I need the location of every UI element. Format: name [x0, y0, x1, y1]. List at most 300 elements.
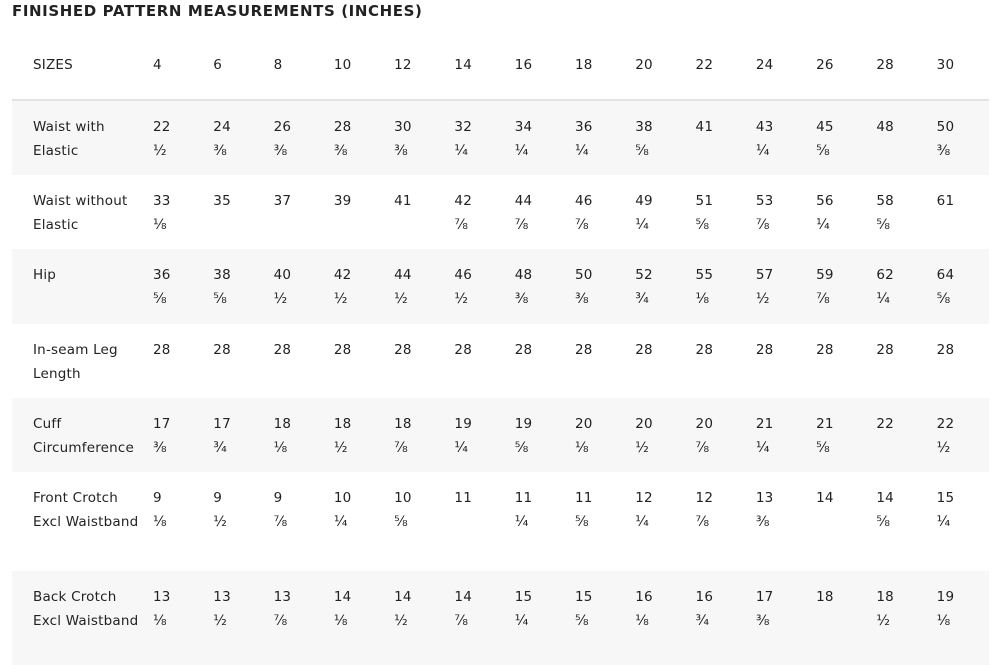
measurement-cell [688, 175, 748, 249]
measurement-fraction: ¼ [936, 514, 951, 530]
measurement-fraction: ⅞ [454, 217, 469, 233]
measurement-fraction: ½ [635, 440, 650, 456]
measurement-whole: 41 [394, 193, 412, 209]
measurement-cell [929, 571, 989, 665]
measurement-cell [868, 175, 928, 249]
measurement-whole: 10 [333, 490, 352, 506]
measurement-fraction: ⅝ [574, 514, 589, 530]
measurement-whole: 22 [153, 119, 171, 135]
size-header-24: 24 [748, 30, 808, 100]
size-header-20: 20 [627, 30, 687, 100]
measurement-fraction: ⅜ [936, 143, 951, 159]
measurement-cell [145, 472, 205, 571]
measurement-whole: 42 [333, 267, 352, 283]
measurement-cell [627, 571, 687, 665]
measurement-whole: 28 [635, 342, 653, 358]
measurement-cell [205, 398, 265, 472]
measurement-fraction: ¼ [514, 143, 529, 159]
measurement-whole: 38 [635, 119, 653, 135]
measurement-whole: 21 [755, 416, 774, 432]
measurement-cell [507, 472, 567, 571]
measurement-cell [748, 472, 808, 571]
measurement-cell [326, 324, 386, 398]
measurement-whole: 18 [333, 416, 352, 432]
measurement-whole: 18 [394, 416, 412, 432]
measurement-cell [266, 100, 326, 175]
measurement-cell [929, 398, 989, 472]
measurement-whole: 41 [695, 119, 714, 135]
measurement-cell [386, 571, 446, 665]
measurement-cell [808, 398, 868, 472]
measurement-fraction: ⅛ [273, 440, 288, 456]
measurement-whole: 19 [514, 416, 533, 432]
measurement-whole: 16 [635, 589, 653, 605]
measurement-cell [145, 175, 205, 249]
measurement-cell [567, 100, 627, 175]
size-header-22: 22 [688, 30, 748, 100]
measurement-fraction: ⅝ [213, 291, 228, 307]
measurement-fraction: ⅜ [755, 514, 770, 530]
measurement-whole: 57 [755, 267, 774, 283]
measurement-cell [808, 472, 868, 571]
size-header-14: 14 [446, 30, 506, 100]
measurement-whole: 48 [876, 119, 894, 135]
measurement-fraction: ¼ [755, 440, 770, 456]
table-row [12, 324, 989, 398]
measurement-cell [567, 249, 627, 324]
measurement-fraction: ¾ [635, 291, 650, 307]
measurement-whole: 12 [635, 490, 653, 506]
measurement-whole: 28 [394, 342, 412, 358]
measurement-whole: 49 [635, 193, 653, 209]
measurement-fraction: ½ [394, 291, 408, 307]
measurement-fraction: ⅛ [574, 440, 589, 456]
measurement-cell [868, 324, 928, 398]
measurement-cell [748, 249, 808, 324]
measurement-whole: 18 [876, 589, 894, 605]
measurement-whole: 37 [273, 193, 292, 209]
sizes-header-label: SIZES [12, 30, 145, 100]
measurement-fraction: ⅞ [816, 291, 830, 307]
measurement-whole: 11 [574, 490, 593, 506]
measurement-cell [205, 100, 265, 175]
measurement-cell [326, 100, 386, 175]
measurement-cell [205, 175, 265, 249]
measurement-whole: 56 [816, 193, 834, 209]
measurement-whole: 53 [755, 193, 774, 209]
measurement-fraction: ⅞ [273, 514, 288, 530]
measurement-whole: 14 [394, 589, 412, 605]
measurement-fraction: ¼ [635, 514, 650, 530]
measurement-whole: 28 [333, 342, 352, 358]
measurement-whole: 19 [936, 589, 955, 605]
measurement-cell [929, 175, 989, 249]
measurement-whole: 46 [454, 267, 472, 283]
measurement-whole: 44 [514, 193, 533, 209]
measurement-cell [929, 324, 989, 398]
measurement-cell [688, 100, 748, 175]
measurement-fraction: ½ [876, 613, 891, 629]
measurement-whole: 22 [936, 416, 955, 432]
measurement-cell [386, 175, 446, 249]
measurement-whole: 13 [153, 589, 171, 605]
measurement-cell [868, 571, 928, 665]
measurement-fraction: ¼ [333, 514, 348, 530]
measurement-whole: 11 [454, 490, 472, 506]
measurement-cell [929, 100, 989, 175]
measurement-fraction: ⅞ [695, 440, 710, 456]
measurement-cell [688, 249, 748, 324]
size-header-10: 10 [326, 30, 386, 100]
measurement-fraction: ¼ [574, 143, 589, 159]
measurement-whole: 42 [454, 193, 472, 209]
measurement-whole: 21 [816, 416, 834, 432]
measurement-whole: 9 [273, 490, 283, 506]
measurement-cell [145, 249, 205, 324]
measurement-cell [748, 398, 808, 472]
measurement-fraction: ⅛ [333, 613, 348, 629]
measurement-whole: 28 [574, 342, 593, 358]
measurement-fraction: ⅝ [574, 613, 589, 629]
measurement-fraction: ¼ [454, 440, 469, 456]
measurement-whole: 52 [635, 267, 653, 283]
measurement-fraction: ⅛ [635, 613, 650, 629]
measurement-whole: 17 [213, 416, 231, 432]
measurement-cell [868, 100, 928, 175]
measurement-whole: 24 [213, 119, 231, 135]
measurement-cell [446, 398, 506, 472]
measurement-fraction: ¼ [635, 217, 650, 233]
measurement-whole: 36 [153, 267, 171, 283]
measurement-whole: 34 [514, 119, 533, 135]
measurement-whole: 17 [153, 416, 171, 432]
measurement-cell [868, 472, 928, 571]
measurement-fraction: ¾ [213, 440, 228, 456]
size-header-26: 26 [808, 30, 868, 100]
measurement-whole: 17 [755, 589, 774, 605]
measurement-whole: 22 [876, 416, 894, 432]
measurement-cell [507, 175, 567, 249]
measurement-cell [446, 472, 506, 571]
measurement-cell [567, 571, 627, 665]
table-row [12, 472, 989, 571]
row-label: In-seam Leg Length [33, 342, 118, 382]
measurement-cell [868, 249, 928, 324]
row-label: Waist with Elastic [12, 100, 145, 175]
measurement-cell [446, 571, 506, 665]
measurement-fraction: ½ [755, 291, 770, 307]
measurement-cell [145, 100, 205, 175]
row-label: Hip [12, 249, 145, 324]
measurement-fraction: ¼ [514, 514, 529, 530]
measurement-cell [627, 249, 687, 324]
measurement-fraction: ⅝ [153, 291, 167, 307]
measurement-whole: 59 [816, 267, 834, 283]
measurement-whole: 28 [695, 342, 714, 358]
measurement-whole: 50 [936, 119, 955, 135]
measurement-cell [326, 472, 386, 571]
measurement-cell [386, 324, 446, 398]
measurement-whole: 14 [876, 490, 894, 506]
measurement-fraction: ⅞ [574, 217, 589, 233]
measurement-cell [748, 100, 808, 175]
measurement-whole: 20 [635, 416, 653, 432]
measurement-cell [748, 571, 808, 665]
measurement-whole: 45 [816, 119, 834, 135]
measurement-whole: 28 [454, 342, 472, 358]
measurement-cell [145, 398, 205, 472]
measurement-cell [386, 249, 446, 324]
measurement-cell [326, 398, 386, 472]
measurement-whole: 28 [213, 342, 231, 358]
measurement-fraction: ⅞ [755, 217, 770, 233]
measurement-whole: 13 [755, 490, 774, 506]
measurement-whole: 64 [936, 267, 955, 283]
measurement-fraction: ⅜ [394, 143, 408, 159]
measurement-whole: 16 [695, 589, 714, 605]
measurement-cell [929, 249, 989, 324]
measurement-whole: 62 [876, 267, 894, 283]
page-title: FINISHED PATTERN MEASUREMENTS (INCHES) [12, 2, 423, 20]
measurement-cell [567, 398, 627, 472]
measurement-cell [205, 571, 265, 665]
measurement-cell [567, 472, 627, 571]
measurement-whole: 28 [936, 342, 955, 358]
measurement-whole: 10 [394, 490, 412, 506]
measurement-cell [748, 324, 808, 398]
measurement-cell [688, 472, 748, 571]
measurements-body [12, 100, 989, 665]
measurements-table [12, 30, 989, 665]
measurement-fraction: ½ [213, 613, 228, 629]
measurement-cell [507, 100, 567, 175]
measurement-whole: 14 [454, 589, 472, 605]
table-row [12, 175, 989, 249]
measurement-cell [688, 398, 748, 472]
measurement-whole: 36 [574, 119, 593, 135]
size-header-4: 4 [145, 30, 205, 100]
measurement-whole: 55 [695, 267, 714, 283]
measurement-cell [266, 472, 326, 571]
table-row [12, 100, 989, 175]
measurement-cell [808, 100, 868, 175]
row-label: Cuff Circumference [12, 398, 145, 472]
measurement-fraction: ½ [213, 514, 228, 530]
measurement-whole: 28 [153, 342, 171, 358]
measurement-fraction: ½ [454, 291, 469, 307]
measurement-whole: 48 [514, 267, 533, 283]
measurement-whole: 11 [514, 490, 533, 506]
measurement-whole: 28 [333, 119, 352, 135]
measurement-cell [507, 324, 567, 398]
measurement-cell [748, 175, 808, 249]
measurement-cell [808, 571, 868, 665]
measurement-whole: 40 [273, 267, 292, 283]
measurement-whole: 15 [936, 490, 955, 506]
measurement-fraction: ½ [333, 440, 348, 456]
size-header-6: 6 [205, 30, 265, 100]
measurement-cell [507, 249, 567, 324]
measurement-fraction: ¼ [514, 613, 529, 629]
measurement-whole: 14 [816, 490, 834, 506]
measurement-whole: 28 [816, 342, 834, 358]
measurement-cell [688, 571, 748, 665]
table-row [12, 571, 989, 665]
measurement-whole: 15 [574, 589, 593, 605]
row-label: Front Crotch Excl Waistband [33, 490, 139, 530]
measurement-cell [446, 249, 506, 324]
measurement-cell [627, 100, 687, 175]
measurement-whole: 18 [273, 416, 292, 432]
measurement-fraction: ⅝ [816, 440, 830, 456]
measurement-whole: 28 [755, 342, 774, 358]
measurement-whole: 33 [153, 193, 171, 209]
measurement-cell [326, 175, 386, 249]
measurement-cell [326, 249, 386, 324]
measurement-fraction: ½ [936, 440, 951, 456]
measurement-fraction: ⅝ [514, 440, 529, 456]
row-label: Back Crotch Excl Waistband [12, 571, 145, 665]
measurement-fraction: ⅞ [454, 613, 469, 629]
row-label: Waist without Elastic [33, 193, 128, 233]
measurement-cell [627, 175, 687, 249]
measurement-whole: 20 [695, 416, 714, 432]
measurement-fraction: ⅛ [153, 514, 167, 530]
measurement-fraction: ⅞ [695, 514, 710, 530]
table-row [12, 249, 989, 324]
measurement-fraction: ⅜ [333, 143, 348, 159]
measurement-cell [627, 324, 687, 398]
measurement-fraction: ⅜ [213, 143, 228, 159]
measurement-cell [868, 398, 928, 472]
measurement-whole: 9 [213, 490, 223, 506]
measurement-whole: 13 [213, 589, 231, 605]
measurement-cell [386, 472, 446, 571]
measurement-cell [567, 175, 627, 249]
measurement-cell [808, 324, 868, 398]
measurement-cell [266, 324, 326, 398]
measurement-whole: 13 [273, 589, 292, 605]
measurement-fraction: ⅛ [153, 217, 167, 233]
measurement-fraction: ⅜ [153, 440, 167, 456]
measurement-fraction: ½ [394, 613, 408, 629]
measurement-fraction: ¼ [876, 291, 891, 307]
measurement-whole: 38 [213, 267, 231, 283]
measurement-cell [205, 472, 265, 571]
measurement-fraction: ⅝ [816, 143, 830, 159]
size-header-30: 30 [929, 30, 989, 100]
measurement-fraction: ¼ [755, 143, 770, 159]
measurement-fraction: ⅜ [273, 143, 288, 159]
measurement-fraction: ½ [153, 143, 167, 159]
measurement-fraction: ⅞ [514, 217, 529, 233]
measurement-cell [446, 100, 506, 175]
measurement-whole: 43 [755, 119, 774, 135]
measurement-cell [627, 398, 687, 472]
measurement-cell [627, 472, 687, 571]
measurement-cell [567, 324, 627, 398]
measurement-cell [688, 324, 748, 398]
measurement-whole: 50 [574, 267, 593, 283]
measurement-fraction: ⅛ [153, 613, 167, 629]
measurement-whole: 28 [514, 342, 533, 358]
measurement-fraction: ⅝ [876, 217, 891, 233]
measurement-cell [386, 398, 446, 472]
measurement-fraction: ⅝ [394, 514, 408, 530]
measurement-fraction: ¼ [816, 217, 830, 233]
measurement-whole: 44 [394, 267, 412, 283]
measurement-fraction: ⅝ [876, 514, 891, 530]
sizes-header-row [12, 30, 989, 100]
size-header-18: 18 [567, 30, 627, 100]
measurement-fraction: ½ [333, 291, 348, 307]
measurement-whole: 18 [816, 589, 834, 605]
measurement-cell [386, 100, 446, 175]
measurement-cell [205, 324, 265, 398]
measurement-cell [808, 175, 868, 249]
measurement-fraction: ⅝ [635, 143, 650, 159]
measurement-fraction: ⅜ [574, 291, 589, 307]
measurement-cell [808, 249, 868, 324]
measurement-whole: 61 [936, 193, 955, 209]
measurement-fraction: ⅛ [695, 291, 710, 307]
measurement-whole: 28 [273, 342, 292, 358]
measurement-fraction: ⅞ [273, 613, 288, 629]
measurement-cell [446, 324, 506, 398]
measurement-cell [266, 175, 326, 249]
measurement-fraction: ⅛ [936, 613, 951, 629]
table-row [12, 398, 989, 472]
size-header-16: 16 [507, 30, 567, 100]
measurement-whole: 30 [394, 119, 412, 135]
measurement-cell [266, 249, 326, 324]
measurement-fraction: ½ [273, 291, 288, 307]
measurement-whole: 19 [454, 416, 472, 432]
measurement-fraction: ⅜ [514, 291, 529, 307]
size-header-12: 12 [386, 30, 446, 100]
measurement-cell [205, 249, 265, 324]
measurement-fraction: ⅝ [936, 291, 951, 307]
measurement-whole: 15 [514, 589, 533, 605]
measurement-whole: 35 [213, 193, 231, 209]
size-header-28: 28 [868, 30, 928, 100]
measurement-fraction: ¼ [454, 143, 469, 159]
measurement-cell [266, 571, 326, 665]
measurement-cell [507, 571, 567, 665]
measurement-whole: 9 [153, 490, 162, 506]
measurement-fraction: ⅜ [755, 613, 770, 629]
measurement-cell [929, 472, 989, 571]
measurement-cell [507, 398, 567, 472]
measurement-whole: 58 [876, 193, 894, 209]
measurement-whole: 14 [333, 589, 352, 605]
measurement-cell [145, 324, 205, 398]
size-header-8: 8 [266, 30, 326, 100]
measurement-cell [446, 175, 506, 249]
measurement-fraction: ¾ [695, 613, 710, 629]
measurement-fraction: ⅞ [394, 440, 408, 456]
measurement-whole: 51 [695, 193, 714, 209]
measurement-cell [145, 571, 205, 665]
measurement-whole: 46 [574, 193, 593, 209]
measurement-whole: 39 [333, 193, 352, 209]
measurement-cell [266, 398, 326, 472]
measurement-whole: 20 [574, 416, 593, 432]
measurement-fraction: ⅝ [695, 217, 710, 233]
measurement-cell [326, 571, 386, 665]
measurement-whole: 12 [695, 490, 714, 506]
measurement-whole: 26 [273, 119, 292, 135]
